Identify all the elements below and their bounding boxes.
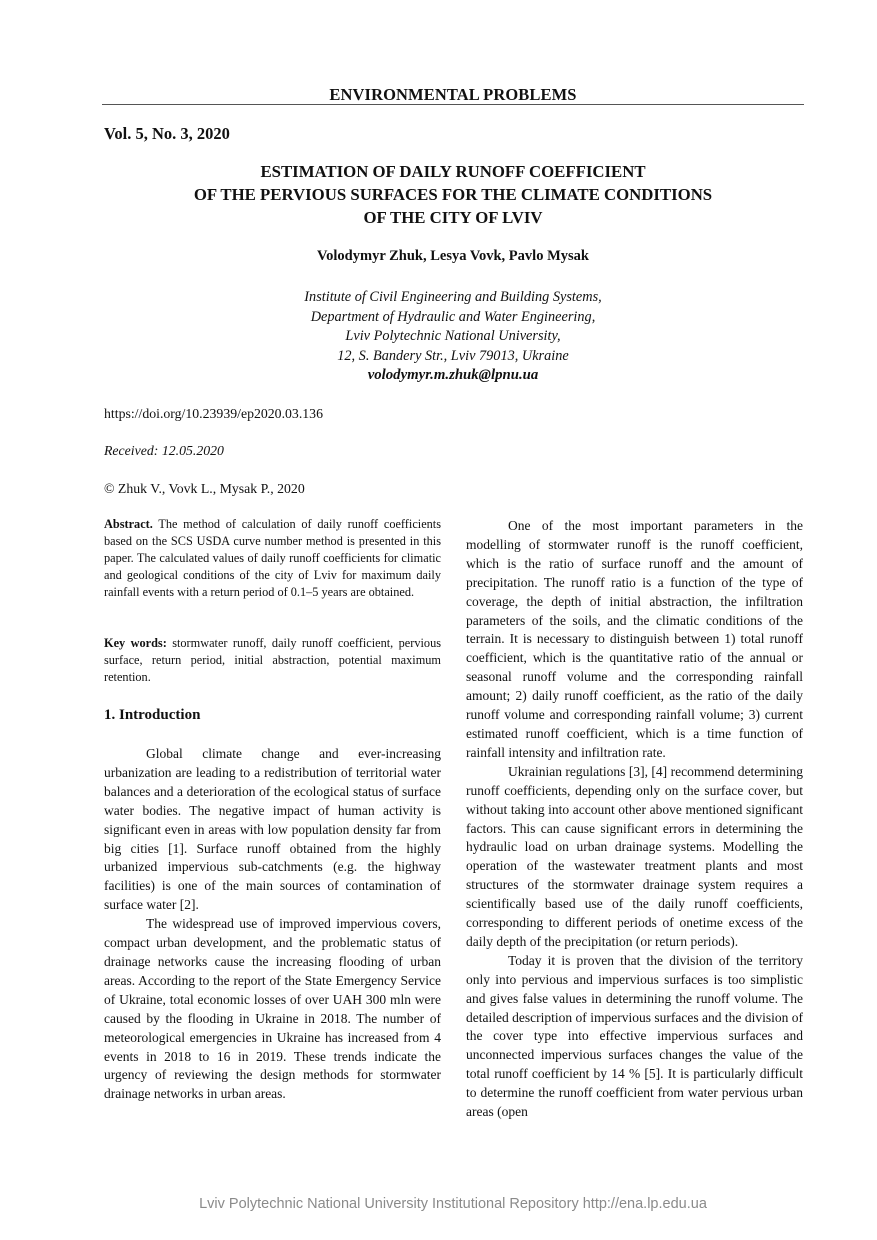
article-title [102,160,804,229]
repository-footer: Lviv Polytechnic National University Institutional Repository http://ena.lp.edu.ua [199,1196,707,1212]
title-line: OF THE PERVIOUS SURFACES FOR THE CLIMATE CONDITIONS [193,185,713,204]
paragraph: One of the most important parameters in the modelling of stormwater runoff is the runoff coefficient, which is the ratio of surface runoff and the amount of precipitation. The runoff ratio is a function of the type of coverage, the depth of initial abstraction, the infiltration parameters of the soils, and the climatic conditions of the terrain. It is necessary to distinguish between 1) total runoff coefficient, which is the quantitative ratio of the annual or seasonal runoff volume and the corresponding rainfall amount; 2) daily runoff coefficient, as the ratio of the daily runoff volume and corresponding rainfall volume; 3) current estimated runoff coefficient, which is a time function of rainfall intensity and infiltration rate. [466,518,803,760]
affiliation-line: Institute of Civil Engineering and Building Systems, [304,289,602,305]
abstract [104,516,441,601]
paragraph: Ukrainian regulations [3], [4] recommend determining runoff coefficients, depending only on the surface cover, but without taking into account other above mentioned significant factors. This can cause significant errors in determining the hydraulic load on urban drainage systems. Modelling the operation of the wastewater treatment plants and most structures of the stormwater drainage system requires a scientifically based use of the daily runoff coefficients, corresponding to different periods of onetime excess of the daily depth of the precipitation (or return periods). [466,763,803,949]
paragraph: Today it is proven that the division of the territory only into pervious and impervious surfaces is too simplistic and gives false values in determining the runoff volume. The detailed description of impervious surfaces and the division of the cover type into effective impervious surfaces and unconnected impervious surfaces changes the value of the total runoff coefficient by 14 % [5]. It is particularly difficult to determine the runoff coefficient from water pervious urban areas (open [466,952,803,1120]
copyright: © Zhuk V., Vovk L., Mysak P., 2020 [104,481,305,496]
paragraph: Global climate change and ever-increasing urbanization are leading to a redistribution of territorial water balances and a deterioration of the ecological status of surface water bodies. The negative impact of human activity is significant even in areas with low population density far from big cities [1]. Surface runoff obtained from the highly urbanized impervious sub-catchments (e.g. the highway facilities) is one of the main sources of contamination of surface water [2]. [104,746,441,913]
title-line: OF THE CITY OF LVIV [363,208,543,227]
affiliation [102,288,804,386]
abstract-label: Abstract. [104,517,153,531]
affiliation-line: Lviv Polytechnic National University, [345,328,561,345]
received-date: Received: 12.05.2020 [104,443,224,458]
keywords [104,635,441,686]
section-heading-introduction: 1. Introduction [104,707,201,723]
introduction-left-column [104,745,441,1104]
affiliation-line: Department of Hydraulic and Water Engineering, [310,308,596,325]
abstract-text: The method of calculation of daily runoff coefficients based on the SCS USDA curve number method is presented in this paper. The calculated values of daily runoff coefficients for climatic and geological conditions of the city of Lviv for maximum daily rainfall events with a return period of 0.1–5 years are obtained. [104,517,441,599]
keywords-label: Key words: [104,636,167,650]
doi-link[interactable]: https://doi.org/10.23939/ep2020.03.136 [104,406,323,421]
affiliation-line: 12, S. Bandery Str., Lviv 79013, Ukraine [337,347,569,364]
volume-info: Vol. 5, No. 3, 2020 [104,124,230,143]
keywords-text: stormwater runoff, daily runoff coefficient, pervious surface, return period, initial abstraction, potential maximum retention. [104,636,442,684]
paragraph: The widespread use of improved impervious covers, compact urban development, and the problematic status of drainage networks cause the increasing flooding of urban areas. According to the report of the State Emergency Service of Ukraine, total economic losses of over UAH 300 mln were caused by the flooding in Ukraine in 2018. The number of meteorological emergencies in Ukraine has increased from 4 events in 2018 to 16 in 2019. These trends indicate the urgency of reviewing the design methods for stormwater drainage networks in urban areas. [104,916,441,1102]
introduction-right-column [466,517,803,1122]
authors: Volodymyr Zhuk, Lesya Vovk, Pavlo Mysak [317,248,589,264]
title-line: ESTIMATION OF DAILY RUNOFF COEFFICIENT [260,162,646,181]
header-divider [102,104,804,105]
journal-name: ENVIRONMENTAL PROBLEMS [329,85,577,104]
author-email[interactable]: volodymyr.m.zhuk@lpnu.ua [367,367,539,384]
